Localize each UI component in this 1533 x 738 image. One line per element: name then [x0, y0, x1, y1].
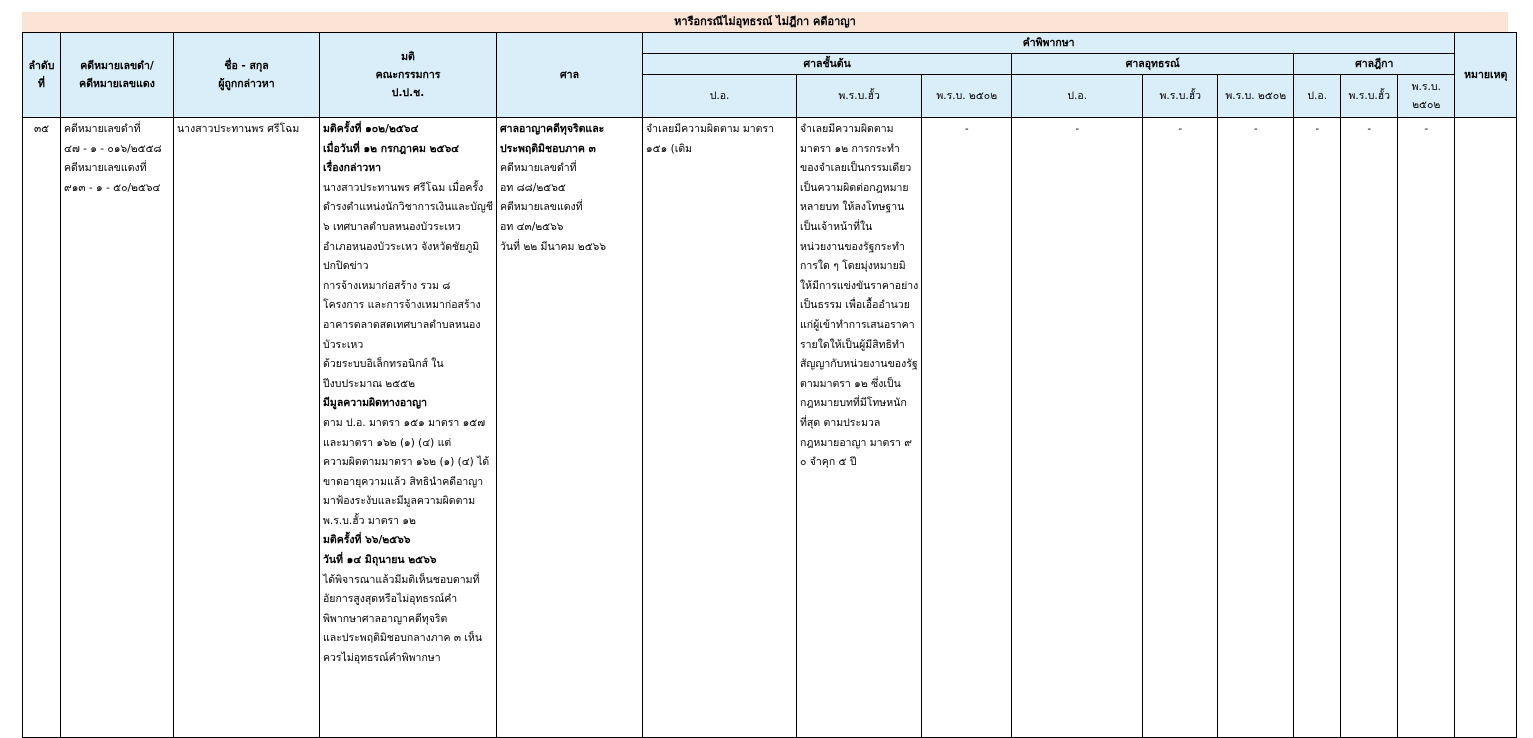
cell-line: และประพฤติมิชอบกลางภาค ๓ เห็น: [323, 632, 483, 645]
cases-table: [22, 32, 1517, 738]
cell-line: เรื่องกล่าวหา: [323, 162, 382, 175]
cell-line: การจ้างเหมาก่อสร้าง รวม ๘: [323, 279, 451, 292]
cell-line: ควรไม่อุทธรณ์คำพิพากษา: [323, 652, 441, 665]
cell-resolution: [320, 118, 497, 738]
cell-line: ได้พิจารณาแล้วมีมติเห็นชอบตามที่: [323, 573, 480, 586]
header-appeal-hua: พ.ร.บ.ฮั้ว: [1143, 75, 1218, 118]
cell-line: หลายบท ให้ลงโทษฐาน: [800, 201, 905, 214]
cell-line: ดำรงตำแหน่งนักวิชาการเงินและบัญชี: [323, 201, 494, 214]
cell-remark: [1455, 118, 1517, 738]
cell-line: ศาลอาญาคดีทุจริตและ: [500, 123, 605, 135]
cell-line: นางสาวประทานพร ศรีโฉม เมื่อครั้ง: [323, 181, 484, 194]
header-remark: หมายเหตุ: [1455, 33, 1517, 118]
header-first-hua: พ.ร.บ.ฮั้ว: [797, 75, 922, 118]
cell-line: ความผิดตามมาตรา ๑๖๒ (๑) (๔) ได้: [323, 456, 490, 469]
cell-first-pa: [643, 118, 797, 738]
cell-line: พิพากษาศาลอาญาคดีทุจริต: [323, 612, 448, 625]
cell-line: จำเลยมีความผิดตาม: [800, 123, 894, 135]
cell-line: ด้วยระบบอิเล็กทรอนิกส์ ใน: [323, 358, 444, 371]
sheet-title: หารือกรณีไม่อุทธรณ์ ไม่ฎีกา คดีอาญา: [22, 12, 1508, 32]
cell-case-no: คดีหมายเลขดำที่ ๔๗ - ๑ - ๐๑๖/๒๕๕๘ คดีหมายเลขแดงที่ ๙๑๓ - ๑ - ๕๐/๒๕๖๔: [61, 118, 174, 738]
table-row: [23, 118, 1517, 738]
header-appeal-pa: ป.อ.: [1012, 75, 1143, 118]
cell-line: รายใดให้เป็นผู้มีสิทธิทำ: [800, 338, 905, 351]
cell-first-2502: -: [922, 118, 1012, 738]
cell-line: อัยการสูงสุดหรือไม่อุทธรณ์คำ: [323, 593, 458, 606]
cell-line: หน่วยงานของรัฐกระทำ: [800, 240, 905, 253]
header-supreme-court: ศาลฎีกา: [1294, 54, 1455, 75]
cell-line: เป็นความผิดต่อกฎหมาย: [800, 181, 909, 194]
cell-name: นางสาวประทานพร ศรีโฉม: [174, 118, 320, 738]
header-case-no: คดีหมายเลขดำ/ คดีหมายเลขแดง: [61, 33, 174, 118]
cell-line: มติครั้งที่ ๑๐๒/๒๕๖๔: [323, 123, 419, 135]
header-resolution: มติ คณะกรรมการ ป.ป.ช.: [320, 33, 497, 118]
cell-line: เมื่อวันที่ ๑๒ กรกฎาคม ๒๕๖๔: [323, 142, 460, 155]
cell-line: การใด ๆ โดยมุ่งหมายมิ: [800, 260, 906, 273]
cell-line: กฎหมายบทที่มีโทษหนัก: [800, 397, 907, 410]
header-supreme-hua: พ.ร.บ.ฮั้ว: [1341, 75, 1398, 118]
header-first-2502: พ.ร.บ. ๒๕๐๒: [922, 75, 1012, 118]
cell-line: อท ๘๘/๒๕๖๕: [500, 181, 566, 194]
cell-line: โครงการ และการจ้างเหมาก่อสร้าง: [323, 299, 481, 312]
cell-line: มีมูลความผิดทางอาญา: [323, 397, 427, 410]
cell-line: อาคารตลาดสดเทศบาลตำบลหนอง: [323, 318, 481, 331]
header-appeal-2502: พ.ร.บ. ๒๕๐๒: [1218, 75, 1294, 118]
cell-first-hua: [797, 118, 922, 738]
cell-line: สัญญากับหน่วยงานของรัฐ: [800, 358, 918, 371]
header-order: ลำดับ ที่: [23, 33, 61, 118]
cell-line: อท ๔๓/๒๕๖๖: [500, 220, 564, 233]
cell-line: ของจำเลยเป็นกรรมเดียว: [800, 162, 912, 175]
cell-court: [497, 118, 643, 738]
cell-order: ๓๕: [23, 118, 61, 738]
cell-line: มติครั้งที่ ๖๖/๒๕๖๖: [323, 534, 411, 547]
cell-line: วันที่ ๑๔ มิถุนายน ๒๕๖๖: [323, 554, 437, 567]
cell-line: อำเภอหนองบัวระเหว จังหวัดชัยภูมิ: [323, 240, 480, 253]
cell-line: บัวระเหว: [323, 338, 364, 351]
cell-supreme-pa: -: [1294, 118, 1341, 738]
cell-appeal-2502: -: [1218, 118, 1294, 738]
cell-line: ปกปิดข่าว: [323, 260, 369, 273]
header-supreme-pa: ป.อ.: [1294, 75, 1341, 118]
cell-supreme-hua: -: [1341, 118, 1398, 738]
header-supreme-2502: พ.ร.บ. ๒๕๐๒: [1398, 75, 1455, 118]
cell-line: คดีหมายเลขแดงที่: [500, 201, 583, 214]
cell-line: มาตรา ๑๒ การกระทำ: [800, 142, 900, 155]
cell-line: ขาดอายุความแล้ว สิทธินำคดีอาญา: [323, 475, 484, 488]
cell-supreme-2502: -: [1398, 118, 1455, 738]
cell-line: แก่ผู้เข้าทำการเสนอราคา: [800, 318, 915, 331]
cell-line: คดีหมายเลขดำที่: [500, 162, 577, 175]
cell-line: เป็นเจ้าหน้าที่ใน: [800, 220, 873, 233]
cell-line: ๐ จำคุก ๕ ปี: [800, 456, 857, 469]
cell-line: ประพฤติมิชอบภาค ๓: [500, 142, 596, 155]
cell-appeal-hua: -: [1143, 118, 1218, 738]
cell-line: ๑๕๑ (เดิม: [646, 142, 693, 155]
cell-line: ตาม ป.อ. มาตรา ๑๕๑ มาตรา ๑๕๗: [323, 416, 486, 429]
cell-appeal-pa: -: [1012, 118, 1143, 738]
header-first-pa: ป.อ.: [643, 75, 797, 118]
cell-line: และมาตรา ๑๖๒ (๑) (๔) แต่: [323, 436, 452, 449]
cell-line: วันที่ ๒๒ มีนาคม ๒๕๖๖: [500, 240, 607, 253]
cell-line: เป็นธรรม เพื่อเอื้ออำนวย: [800, 299, 910, 312]
header-court: ศาล: [497, 33, 643, 118]
cell-line: กฎหมายอาญา มาตรา ๙: [800, 436, 912, 449]
cell-line: มาฟ้องระงับและมีมูลความผิดตาม: [323, 495, 476, 508]
header-first-court: ศาลชั้นต้น: [643, 54, 1012, 75]
cell-line: ให้มีการแข่งขันราคาอย่าง: [800, 279, 919, 292]
cell-line: ๖ เทศบาลตำบลหนองบัวระเหว: [323, 220, 461, 233]
cell-line: ที่สุด ตามประมวล: [800, 416, 881, 429]
header-judgment: คำพิพากษา: [643, 33, 1455, 54]
cell-line: พ.ร.บ.ฮั้ว มาตรา ๑๒: [323, 514, 416, 527]
cell-line: จำเลยมีความผิดตาม มาตรา: [646, 123, 775, 135]
header-name: ชื่อ - สกุล ผู้ถูกกล่าวหา: [174, 33, 320, 118]
header-appeal-court: ศาลอุทธรณ์: [1012, 54, 1294, 75]
cell-line: ปีงบประมาณ ๒๕๕๒: [323, 377, 416, 390]
cell-line: ตามมาตรา ๑๒ ซึ่งเป็น: [800, 377, 901, 390]
